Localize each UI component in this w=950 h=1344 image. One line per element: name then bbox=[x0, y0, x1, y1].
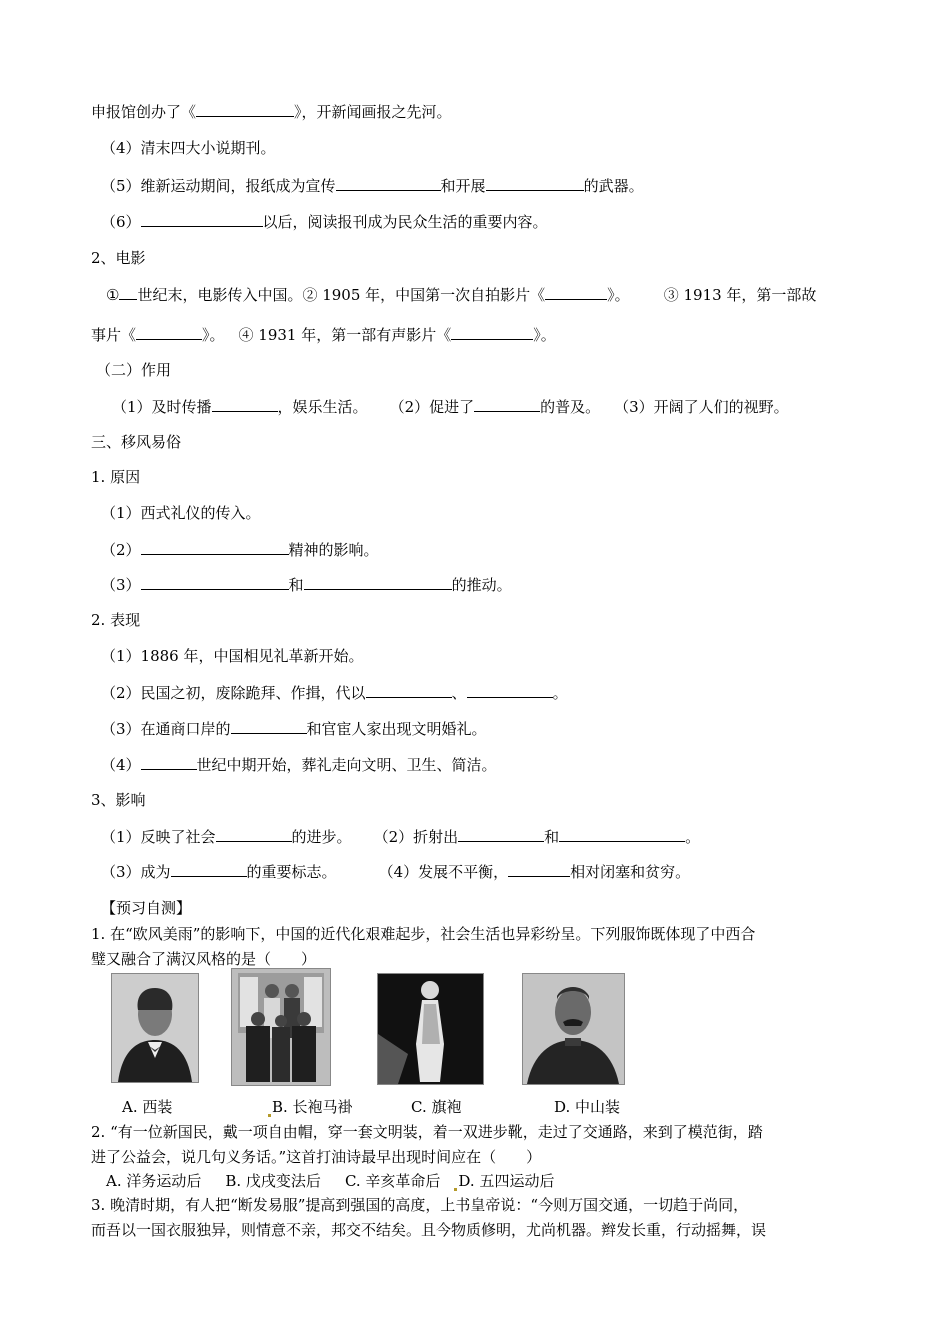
blank[interactable] bbox=[141, 211, 263, 227]
photo-qipao-image bbox=[378, 974, 483, 1084]
heading-cause: 1. 原因 bbox=[91, 468, 141, 486]
q2-option-c[interactable]: C. 辛亥革命后 bbox=[344, 1172, 441, 1190]
blank[interactable] bbox=[458, 826, 544, 842]
photo-gown-jacket-image bbox=[232, 969, 330, 1085]
photo-qipao bbox=[377, 973, 484, 1085]
blank[interactable] bbox=[336, 175, 441, 191]
line-3: （5）维新运动期间，报纸成为宣传 和开展 的武器。 bbox=[101, 177, 644, 195]
line-18: （3）在通商口岸的 和官宦人家出现文明婚礼。 bbox=[101, 720, 487, 738]
line-14: （3） 和 的推动。 bbox=[101, 576, 512, 594]
q3-line-2: 而吾以一国衣服独异，则情意不亲，邦交不结矣。且今物质修明，尤尚机器。辫发长重，行动摇舞，误 bbox=[91, 1221, 767, 1239]
photo-gown-jacket bbox=[231, 968, 331, 1086]
mark-dot bbox=[268, 1114, 271, 1117]
blank[interactable] bbox=[474, 396, 540, 412]
line-13: （2） 精神的影响。 bbox=[101, 541, 379, 559]
line-12: （1）西式礼仪的传入。 bbox=[101, 504, 261, 522]
blank[interactable] bbox=[141, 574, 289, 590]
heading-movie: 2、电影 bbox=[91, 249, 146, 267]
q3-line-1: 3. 晚清时期，有人把“断发易服”提高到强国的高度，上书皇帝说：“今则万国交通，一切趋于尚同， bbox=[91, 1196, 749, 1214]
q2-line-2: 进了公益会，说几句义务话。”这首打油诗最早出现时间应在（ ） bbox=[91, 1148, 542, 1166]
line-9: （1）及时传播 ，娱乐生活。 （2）促进了 的普及。 （3）开阔了人们的视野。 bbox=[112, 398, 789, 416]
line-7: 事片《 》。 ④ 1931 年，第一部有声影片《 》。 bbox=[91, 326, 556, 344]
line-22: （3）成为 的重要标志。 （4）发展不平衡， 相对闭塞和贫穷。 bbox=[101, 863, 691, 881]
line-16: （1）1886 年，中国相见礼革新开始。 bbox=[101, 647, 364, 665]
line-4: （6） 以后，阅读报刊成为民众生活的重要内容。 bbox=[101, 213, 548, 231]
photo-suit bbox=[111, 973, 199, 1083]
q1-line-2: 璧又融合了满汉风格的是（ ） bbox=[91, 950, 317, 968]
blank[interactable] bbox=[136, 324, 202, 340]
blank[interactable] bbox=[216, 826, 292, 842]
blank[interactable] bbox=[508, 861, 570, 877]
photo-zhongshan-suit bbox=[522, 973, 625, 1085]
blank[interactable] bbox=[212, 396, 278, 412]
blank[interactable] bbox=[231, 718, 307, 734]
line-6: ① 世纪末，电影传入中国。② 1905 年，中国第一次自拍影片《 》。 ③ 1913 年，第一部故 bbox=[106, 286, 817, 304]
blank[interactable] bbox=[141, 754, 197, 770]
line-19: （4） 世纪中期开始，葬礼走向文明、卫生、简洁。 bbox=[101, 756, 497, 774]
q2-line-1: 2. “有一位新国民，戴一项自由帽，穿一套文明装，着一双进步靴，走过了交通路，来到了模范街，踏 bbox=[91, 1123, 763, 1141]
line-1: 申报馆创办了《 》，开新闻画报之先河。 bbox=[91, 103, 452, 121]
blank[interactable] bbox=[141, 539, 289, 555]
mark-dot bbox=[454, 1188, 457, 1191]
blank[interactable] bbox=[171, 861, 247, 877]
option-d[interactable]: D. 中山装 bbox=[554, 1098, 621, 1116]
option-b[interactable]: B. 长袍马褂 bbox=[268, 1097, 353, 1117]
line-2: （4）清末四大小说期刊。 bbox=[101, 139, 276, 157]
blank[interactable] bbox=[196, 101, 294, 117]
q2-option-b[interactable]: B. 戊戌变法后 bbox=[225, 1172, 321, 1190]
option-a[interactable]: A. 西装 bbox=[122, 1098, 173, 1116]
blank[interactable] bbox=[119, 284, 137, 300]
q2-option-d[interactable]: D. 五四运动后 bbox=[458, 1172, 555, 1190]
heading-show: 2. 表现 bbox=[91, 611, 141, 629]
heading-3: 三、移风易俗 bbox=[91, 433, 182, 451]
photo-suit-image bbox=[112, 974, 198, 1082]
q2-options bbox=[106, 1171, 554, 1191]
heading-impact: 3、影响 bbox=[91, 791, 146, 809]
q2-option-a[interactable]: A. 洋务运动后 bbox=[106, 1172, 202, 1190]
line-17: （2）民国之初，废除跪拜、作揖，代以 、 。 bbox=[101, 684, 568, 702]
blank[interactable] bbox=[467, 682, 553, 698]
heading-preview-test: 【预习自测】 bbox=[101, 899, 192, 917]
blank[interactable] bbox=[304, 574, 452, 590]
photo-zhongshan-suit-image bbox=[523, 974, 624, 1084]
blank[interactable] bbox=[559, 826, 685, 842]
heading-effect: （二）作用 bbox=[96, 361, 172, 379]
blank[interactable] bbox=[366, 682, 452, 698]
option-c[interactable]: C. 旗袍 bbox=[411, 1098, 462, 1116]
blank[interactable] bbox=[451, 324, 533, 340]
blank[interactable] bbox=[545, 284, 607, 300]
q1-line-1: 1. 在“欧风美雨”的影响下，中国的近代化艰难起步，社会生活也异彩纷呈。下列服饰既体现了中西合 bbox=[91, 925, 756, 943]
line-21: （1）反映了社会 的进步。 （2）折射出 和 。 bbox=[101, 828, 701, 846]
blank[interactable] bbox=[486, 175, 584, 191]
